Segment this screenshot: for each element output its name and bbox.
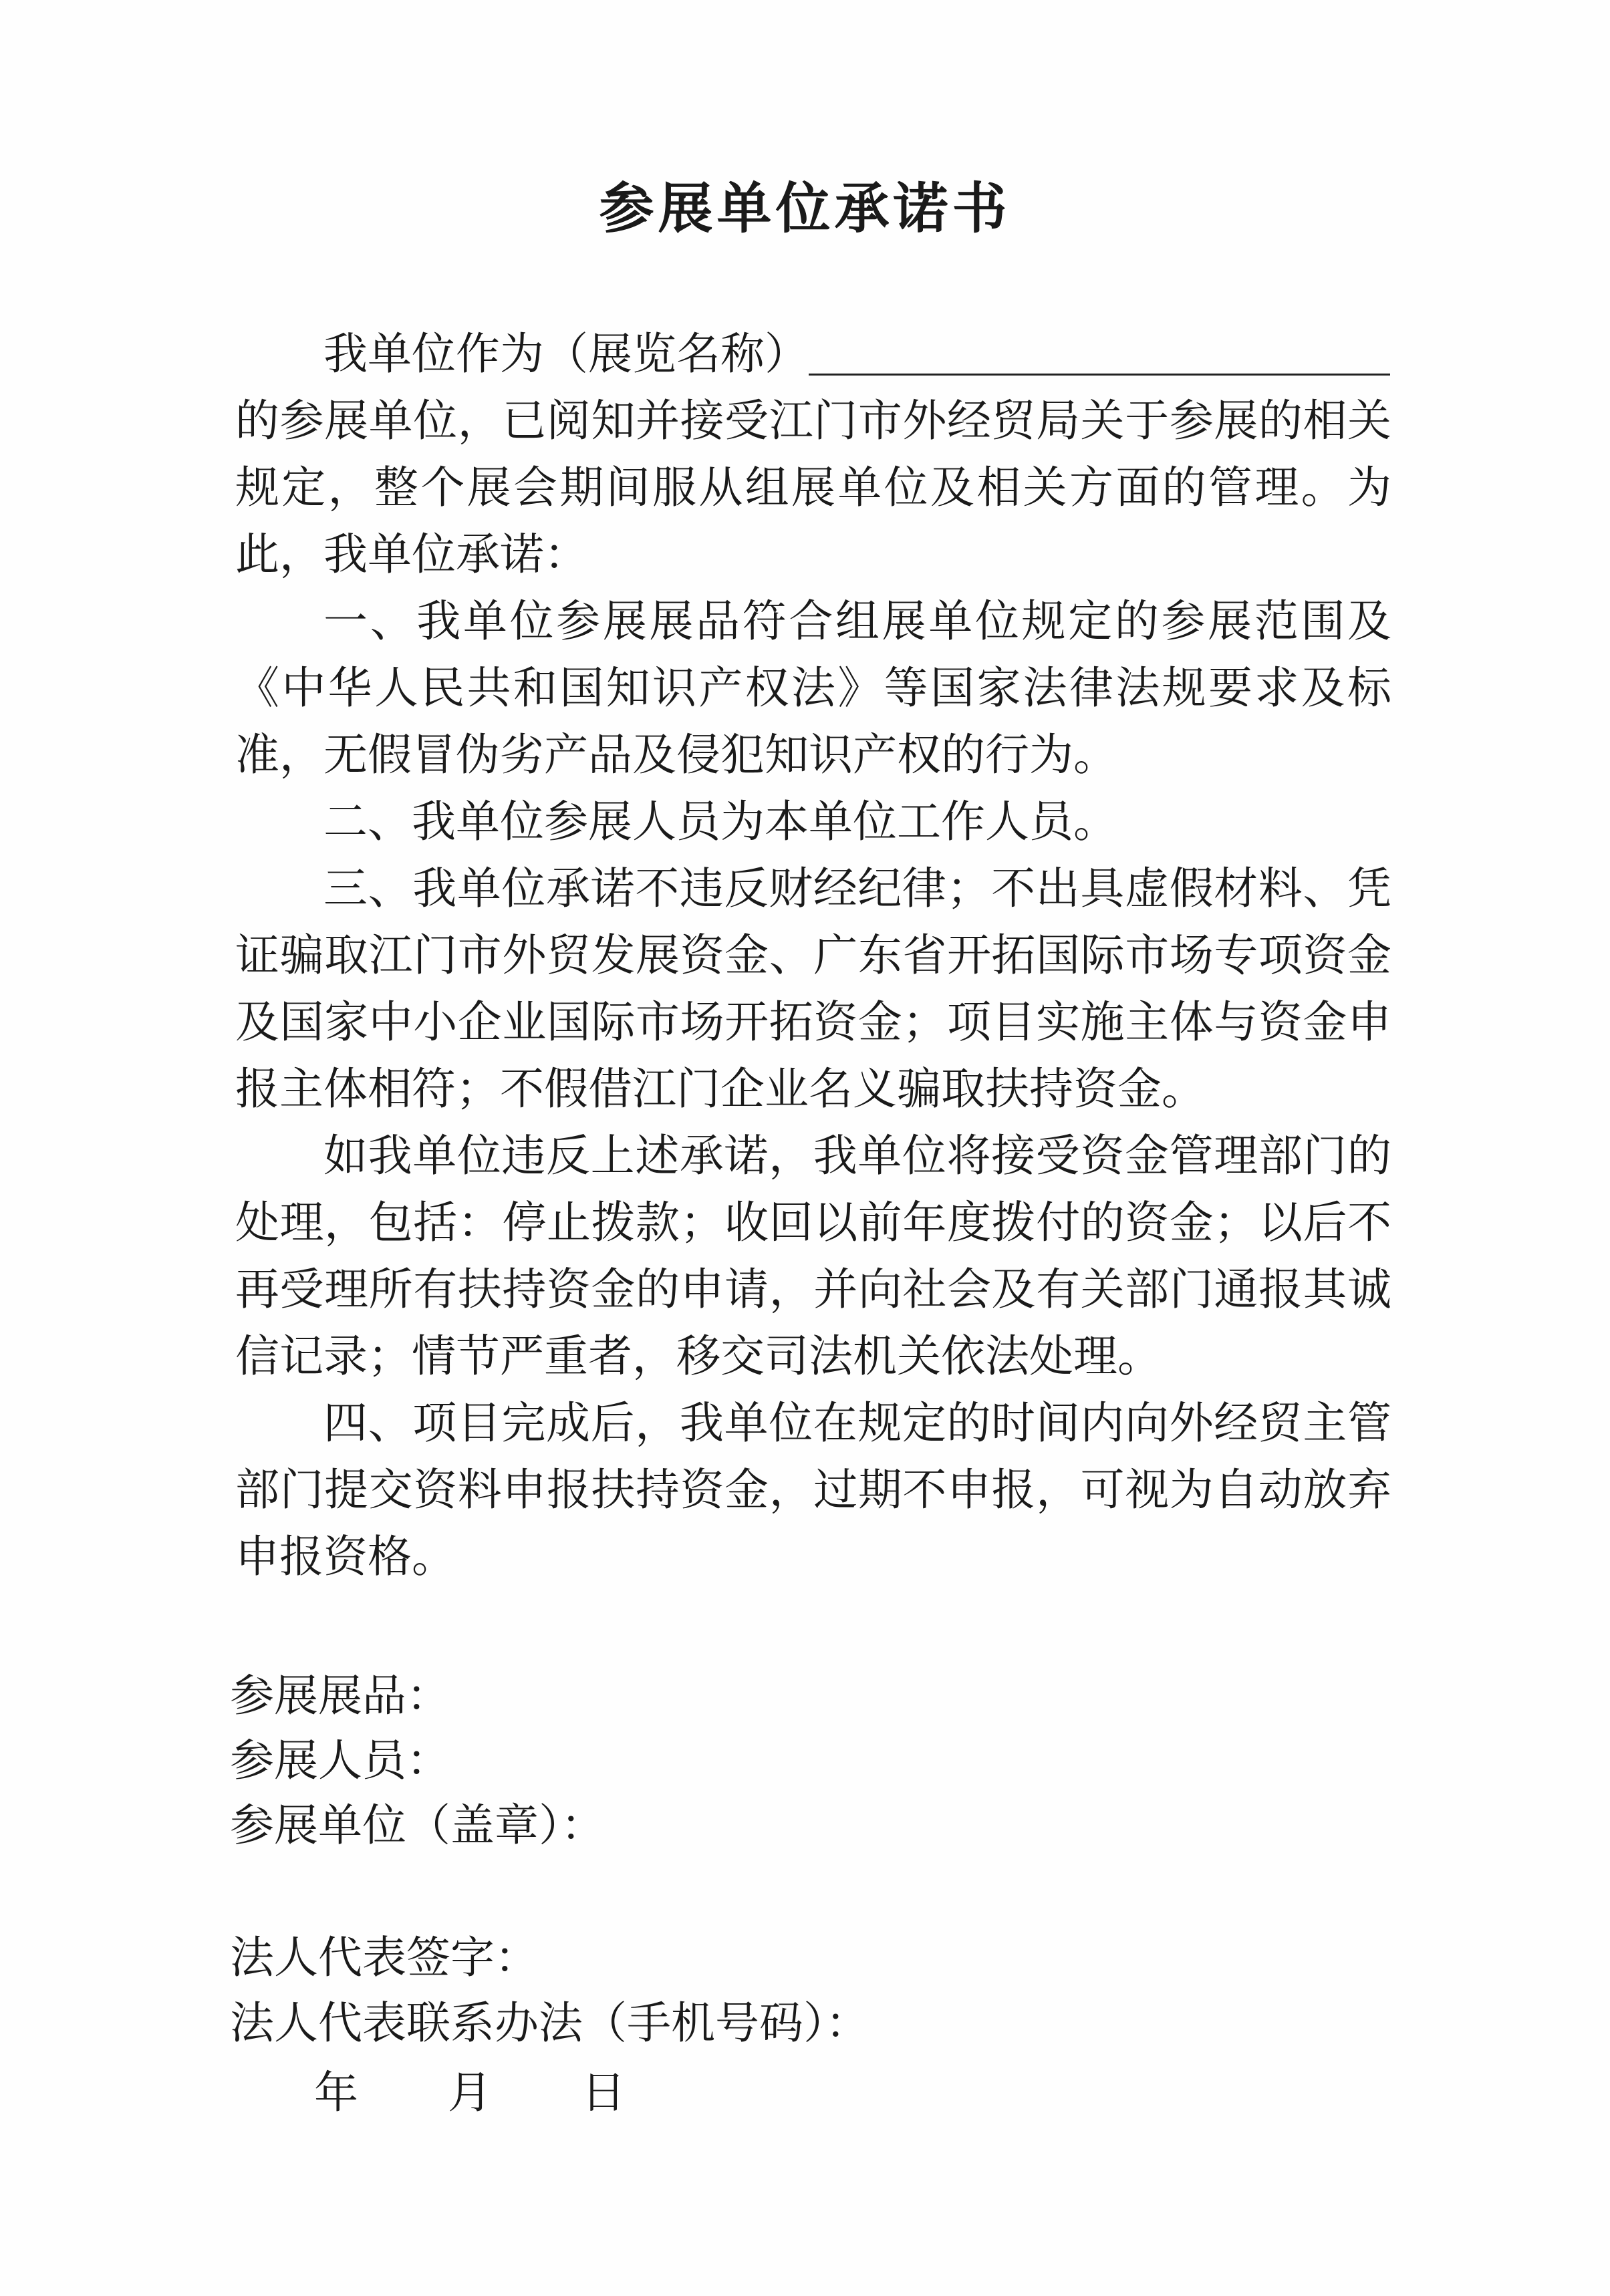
clause-3: 三、我单位承诺不违反财经纪律；不出具虚假材料、凭证骗取江门市外贸发展资金、广东省开拓国际市场专项资金及国家中小企业国际市场开拓资金；项目实施主体与资金申报主体相符；不假借江门企业名义骗取扶持资金。: [235, 863, 1391, 1115]
document-title: 参展单位承诺书: [599, 176, 1011, 241]
date-row: [314, 2059, 626, 2126]
clause-4: 四、项目完成后，我单位在规定的时间内向外经贸主管部门提交资料申报扶持资金，过期不申报，可视为自动放弃申报资格。: [235, 1397, 1391, 1582]
exhibits-label: 参展展品：: [230, 1670, 450, 1721]
personnel-label: 参展人员：: [230, 1735, 450, 1786]
unit-seal-label: 参展单位（盖章）：: [230, 1800, 605, 1851]
date-day: 日: [581, 2067, 626, 2118]
clause-2: 二、我单位参展人员为本单位工作人员。: [323, 796, 1117, 847]
document-body: [235, 321, 1391, 1590]
legal-rep-contact-label: 法人代表联系办法（手机号码）：: [230, 1997, 869, 2049]
date-year: 年: [314, 2067, 358, 2118]
exhibition-name-blank[interactable]: [809, 327, 1390, 376]
clause-1: 一、我单位参展展品符合组展单位规定的参展范围及《中华人民共和国知识产权法》等国家法律法规要求及标准，无假冒伪劣产品及侵犯知识产权的行为。: [235, 595, 1391, 780]
date-month: 月: [448, 2067, 492, 2118]
legal-rep-signature-label: 法人代表签字：: [230, 1932, 539, 1983]
violation-clause: 如我单位违反上述承诺，我单位将接受资金管理部门的处理，包括：停止拨款；收回以前年度拨付的资金；以后不再受理所有扶持资金的申请，并向社会及有关部门通报其诚信记录；情节严重者，移交司法机关依法处理。: [235, 1130, 1391, 1382]
intro-prefix: 我单位作为（展览名称）: [323, 328, 809, 380]
intro-continuation: 的参展单位，已阅知并接受江门市外经贸局关于参展的相关规定，整个展会期间服从组展单位及相关方面的管理。为此，我单位承诺：: [235, 395, 1391, 580]
intro-line: [235, 321, 1391, 388]
